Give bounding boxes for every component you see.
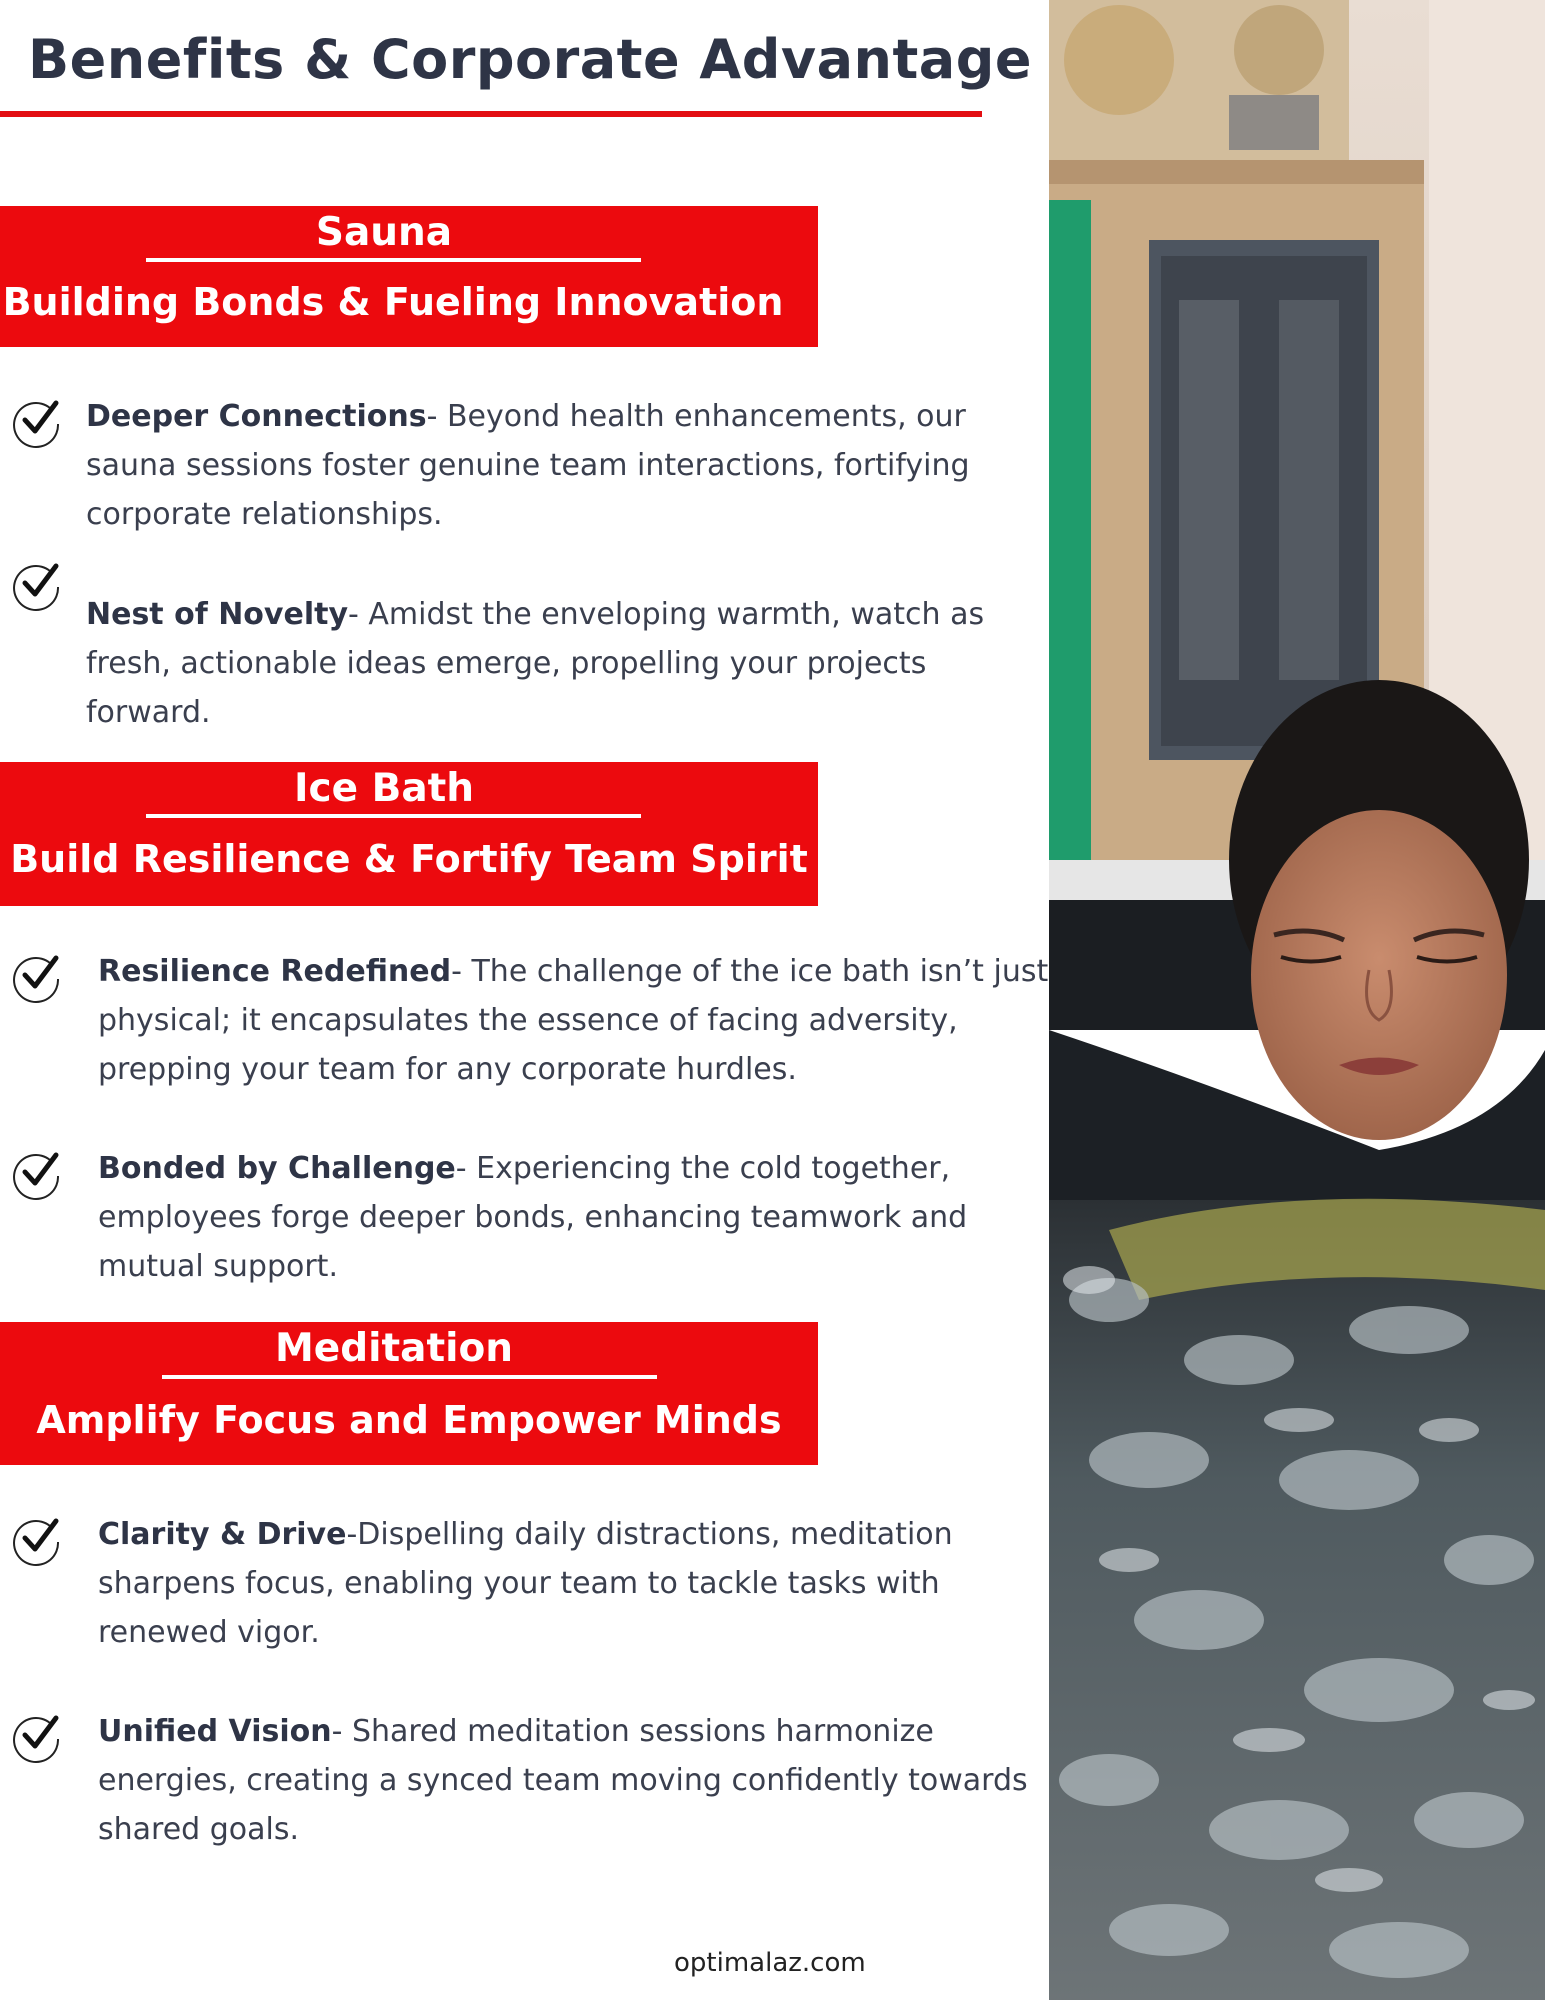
item-body: -Dispelling daily distractions, meditation sharpens focus, enabling your team to tackle tasks with renewed vigor. — [98, 1517, 953, 1650]
title-underline — [0, 111, 982, 117]
item-body: - Shared meditation sessions harmonize energies, creating a synced team moving confidently towards shared goals. — [98, 1714, 1028, 1847]
section-title: Ice Bath — [293, 766, 475, 811]
item-text — [98, 1144, 1058, 1291]
item-heading: Deeper Connections — [86, 399, 427, 434]
item-heading: Nest of Novelty — [86, 597, 349, 632]
item-body: - Amidst the enveloping warmth, watch as fresh, actionable ideas emerge, propelling your projects forward. — [86, 597, 985, 730]
item-text — [98, 947, 1058, 1094]
item-body: - Experiencing the cold together, employees forge deeper bonds, enhancing teamwork and mutual support. — [98, 1151, 968, 1284]
section-banner-ice-bath — [0, 762, 818, 906]
section-title-rule — [146, 258, 641, 262]
section-subtitle: Amplify Focus and Empower Minds — [36, 1398, 782, 1442]
item-body: - Beyond health enhancements, our sauna sessions foster genuine team interactions, fortifying corporate relationships. — [86, 399, 970, 532]
section-title: Meditation — [274, 1326, 514, 1371]
item-text — [86, 590, 1046, 737]
item-text — [86, 392, 1046, 539]
ice-bath-illustration — [1049, 0, 1545, 2000]
check-icon — [12, 1512, 66, 1566]
footer-website: optimalaz.com — [674, 1948, 866, 1978]
check-icon — [12, 557, 66, 611]
ice-bath-photo — [1049, 0, 1545, 2000]
section-banner-sauna — [0, 206, 818, 347]
item-heading: Resilience Redefined — [98, 954, 452, 989]
item-body: - The challenge of the ice bath isn’t just physical; it encapsulates the essence of facing adversity, prepping your team for any corporate hurdles. — [98, 954, 1049, 1087]
check-icon — [12, 1146, 66, 1200]
section-subtitle: Build Resilience & Fortify Team Spirit — [10, 837, 808, 881]
section-title: Sauna — [315, 210, 453, 255]
page-title: Benefits & Corporate Advantage — [28, 28, 1032, 91]
section-title-rule — [146, 814, 641, 818]
check-icon — [12, 949, 66, 1003]
item-text — [98, 1707, 1058, 1854]
section-title-rule — [162, 1375, 657, 1379]
item-heading: Bonded by Challenge — [98, 1151, 456, 1186]
check-icon — [12, 394, 66, 448]
item-heading: Clarity & Drive — [98, 1517, 347, 1552]
item-text — [98, 1510, 1058, 1657]
section-banner-meditation — [0, 1322, 818, 1465]
item-heading: Unified Vision — [98, 1714, 332, 1749]
check-icon — [12, 1709, 66, 1763]
section-subtitle: Building Bonds & Fueling Innovation — [2, 280, 784, 324]
